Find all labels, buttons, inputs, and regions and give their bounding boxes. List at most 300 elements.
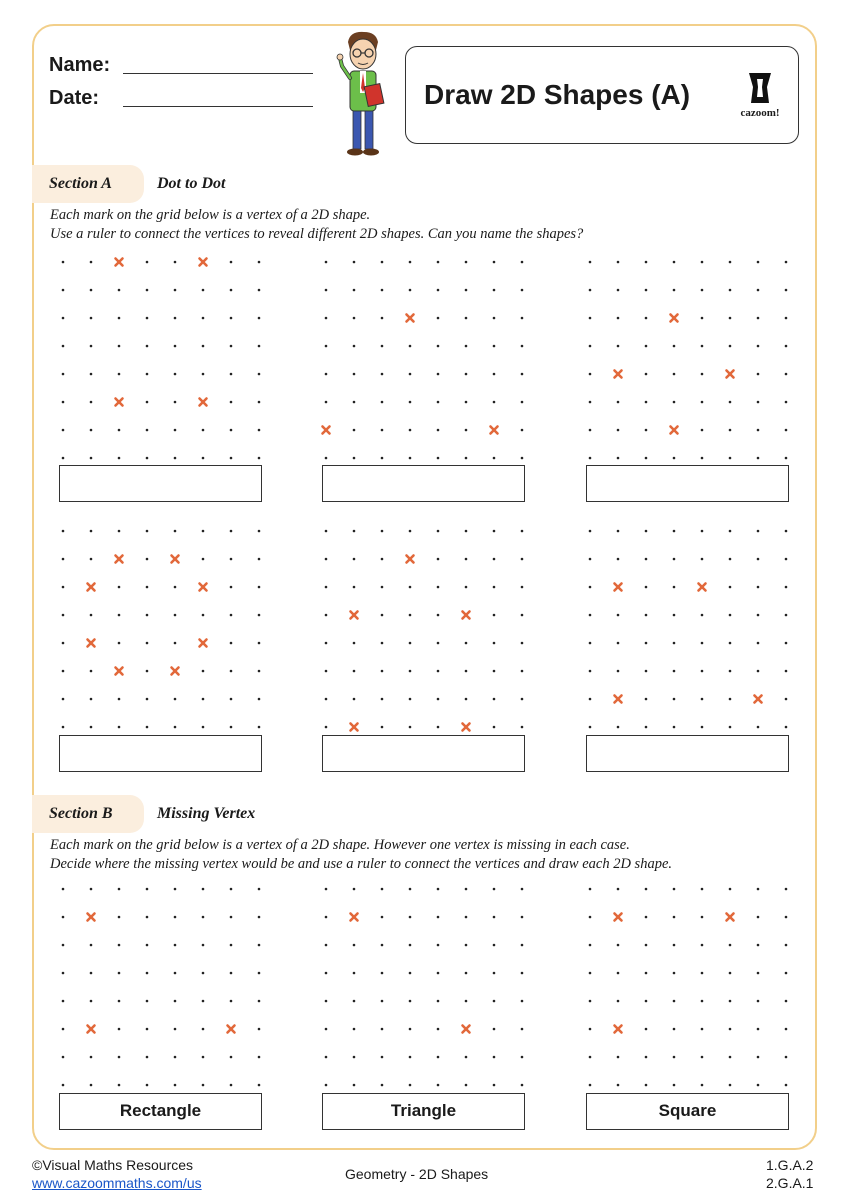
grid-dot: [521, 916, 524, 919]
vertex-mark: [172, 556, 179, 563]
grid-dot: [437, 972, 440, 975]
vertex-mark: [351, 914, 358, 921]
grid-dot: [785, 1084, 788, 1087]
grid-dot: [521, 261, 524, 264]
instruction-line: Each mark on the grid below is a vertex of a 2D shape. However one vertex is missing in each case.: [50, 837, 630, 853]
grid-dot: [645, 1028, 648, 1031]
vertex-mark: [615, 696, 622, 703]
grid-dot: [673, 457, 676, 460]
grid-dot: [673, 642, 676, 645]
grid-dot: [437, 944, 440, 947]
grid-dot: [409, 888, 412, 891]
grid-dot: [673, 888, 676, 891]
grid-dot: [645, 944, 648, 947]
grid-dot: [757, 1084, 760, 1087]
grid-dot: [174, 289, 177, 292]
grid-dot: [62, 614, 65, 617]
grid-dot: [757, 1028, 760, 1031]
grid-dot: [757, 261, 760, 264]
grid-dot: [409, 972, 412, 975]
grid-dot: [437, 558, 440, 561]
grid-dot: [645, 401, 648, 404]
grid-dot: [146, 916, 149, 919]
grid-dot: [757, 1000, 760, 1003]
grid-dot: [230, 429, 233, 432]
grid-dot: [146, 261, 149, 264]
grid-dot: [437, 670, 440, 673]
shape-label-square: Square: [586, 1093, 789, 1130]
grid-dot: [465, 429, 468, 432]
grid-dot: [757, 289, 760, 292]
grid-dot: [62, 1084, 65, 1087]
grid-dot: [258, 317, 261, 320]
grid-dot: [146, 289, 149, 292]
grid-dot: [325, 614, 328, 617]
grid-dot: [409, 289, 412, 292]
grid-dot: [701, 530, 704, 533]
grid-dot: [785, 642, 788, 645]
grid-dot: [325, 373, 328, 376]
vertex-mark: [200, 259, 207, 266]
grid-dot: [437, 345, 440, 348]
grid-dot: [673, 698, 676, 701]
answer-box-a6[interactable]: [586, 735, 789, 772]
grid-dot: [729, 614, 732, 617]
grid-dot: [409, 916, 412, 919]
grid-dot: [62, 670, 65, 673]
grid-dot: [325, 888, 328, 891]
grid-dot: [353, 1028, 356, 1031]
grid-dot: [465, 558, 468, 561]
grid-dot: [521, 401, 524, 404]
grid-dot: [673, 401, 676, 404]
grid-dot: [465, 373, 468, 376]
grid-dot: [230, 317, 233, 320]
grid-dot: [90, 457, 93, 460]
grid-dot: [617, 558, 620, 561]
answer-box-a1[interactable]: [59, 465, 262, 502]
grid-dot: [325, 1056, 328, 1059]
grid-dot: [589, 642, 592, 645]
grid-dot: [785, 429, 788, 432]
grid-dot: [521, 586, 524, 589]
grid-dot: [729, 530, 732, 533]
logo-wordmark: cazoom!: [740, 107, 780, 119]
grid-dot: [645, 429, 648, 432]
grid-dot: [437, 1056, 440, 1059]
grid-dot: [202, 1056, 205, 1059]
grid-dot: [493, 261, 496, 264]
grid-dot: [381, 457, 384, 460]
grid-dot: [521, 698, 524, 701]
grid-dot: [589, 726, 592, 729]
grid-dot: [465, 317, 468, 320]
grid-dot: [645, 972, 648, 975]
grid-dot: [645, 1000, 648, 1003]
grid-dot: [353, 1084, 356, 1087]
grid-dot: [785, 530, 788, 533]
grid-dot: [258, 642, 261, 645]
grid-dot: [785, 888, 788, 891]
grid-dot: [645, 345, 648, 348]
grid-dot: [353, 373, 356, 376]
grid-dot: [230, 726, 233, 729]
grid-dot: [146, 530, 149, 533]
answer-box-a5[interactable]: [322, 735, 525, 772]
grid-dot: [409, 1000, 412, 1003]
grid-dot: [729, 345, 732, 348]
grid-dot: [729, 1084, 732, 1087]
grid-dot: [589, 345, 592, 348]
grid-dot: [521, 429, 524, 432]
grid-dot: [146, 1000, 149, 1003]
grid-dot: [673, 530, 676, 533]
grid-dot: [62, 1000, 65, 1003]
grid-dot: [62, 457, 65, 460]
grid-dot: [90, 289, 93, 292]
grid-dot: [521, 972, 524, 975]
vertex-mark: [200, 640, 207, 647]
grid-dot: [437, 698, 440, 701]
vertex-mark: [699, 584, 706, 591]
grid-dot: [202, 972, 205, 975]
grid-dot: [645, 642, 648, 645]
grid-dot: [353, 586, 356, 589]
footer-topic: Geometry - 2D Shapes: [345, 1166, 489, 1182]
answer-box-a2[interactable]: [322, 465, 525, 502]
grid-dot: [785, 944, 788, 947]
vertex-mark: [116, 668, 123, 675]
grid-dot: [118, 429, 121, 432]
grid-dot: [465, 916, 468, 919]
grid-dot: [701, 429, 704, 432]
grid-dot: [381, 642, 384, 645]
grid-dot: [645, 614, 648, 617]
grid-dot: [90, 614, 93, 617]
grid-dot: [645, 586, 648, 589]
grid-dot: [673, 726, 676, 729]
grid-dot: [90, 401, 93, 404]
grid-dot: [62, 888, 65, 891]
grid-dot: [118, 642, 121, 645]
grid-dot: [381, 558, 384, 561]
grid-dot: [353, 457, 356, 460]
grid-dot: [381, 614, 384, 617]
grid-dot: [493, 1056, 496, 1059]
grid-dot: [174, 972, 177, 975]
grid-dot: [437, 530, 440, 533]
grid-dot: [230, 401, 233, 404]
grid-dot: [757, 401, 760, 404]
grid-dot: [230, 916, 233, 919]
grid-dot: [62, 916, 65, 919]
grid-dot: [437, 261, 440, 264]
grid-dot: [757, 586, 760, 589]
grid-dot: [729, 888, 732, 891]
grid-dot: [645, 726, 648, 729]
grid-dot: [785, 1028, 788, 1031]
grid-dot: [230, 888, 233, 891]
grid-dot: [521, 1056, 524, 1059]
grid-dot: [589, 289, 592, 292]
grid-dot: [645, 1084, 648, 1087]
section-a-tab: Section A: [32, 165, 144, 203]
grid-dot: [258, 345, 261, 348]
grid-dot: [465, 530, 468, 533]
grid-dot: [409, 530, 412, 533]
grid-dot: [589, 1056, 592, 1059]
grid-dot: [146, 642, 149, 645]
grid-dot: [353, 698, 356, 701]
grid-dot: [202, 558, 205, 561]
grid-dot: [118, 317, 121, 320]
grid-dot: [146, 1084, 149, 1087]
grid-dot: [465, 1056, 468, 1059]
grid-dot: [701, 1056, 704, 1059]
name-label: Name:: [49, 54, 111, 76]
grid-dot: [673, 614, 676, 617]
vertex-mark: [463, 724, 470, 731]
grid-dot: [230, 289, 233, 292]
grid-dot: [409, 726, 412, 729]
grid-dot: [701, 289, 704, 292]
grid-dot: [381, 972, 384, 975]
grid-dot: [230, 345, 233, 348]
grid-dot: [493, 457, 496, 460]
vertex-mark: [671, 427, 678, 434]
grid-dot: [409, 345, 412, 348]
grid-dot: [90, 1084, 93, 1087]
grid-dot: [174, 698, 177, 701]
grid-dot: [493, 916, 496, 919]
grid-dot: [62, 345, 65, 348]
grid-dot: [230, 1000, 233, 1003]
grid-dot: [325, 317, 328, 320]
vertex-mark: [323, 427, 330, 434]
grid-dot: [90, 888, 93, 891]
grid-dot: [258, 916, 261, 919]
grid-dot: [174, 586, 177, 589]
answer-box-a3[interactable]: [586, 465, 789, 502]
grid-dot: [645, 261, 648, 264]
grid-dot: [353, 530, 356, 533]
grid-dot: [437, 457, 440, 460]
grid-dot: [118, 972, 121, 975]
grid-dot: [202, 1028, 205, 1031]
grid-dot: [146, 614, 149, 617]
grid-dot: [465, 586, 468, 589]
grid-dot: [465, 642, 468, 645]
grid-dot: [118, 888, 121, 891]
grid-dot: [409, 261, 412, 264]
grid-dot: [174, 345, 177, 348]
grid-dot: [785, 586, 788, 589]
grid-dot: [673, 1028, 676, 1031]
grid-dot: [90, 429, 93, 432]
instruction-line: Use a ruler to connect the vertices to reveal different 2D shapes. Can you name the shapes?: [50, 226, 584, 242]
grid-dot: [202, 530, 205, 533]
grid-dot: [353, 289, 356, 292]
grid-dot: [437, 614, 440, 617]
footer-url-link[interactable]: www.cazoommaths.com/us: [32, 1175, 202, 1191]
grid-dot: [409, 670, 412, 673]
grid-dot: [118, 726, 121, 729]
grid-dot: [62, 401, 65, 404]
grid-dot: [465, 401, 468, 404]
grid-dot: [729, 558, 732, 561]
grid-dot: [258, 530, 261, 533]
grid-dot: [701, 373, 704, 376]
grid-dot: [146, 586, 149, 589]
grid-dot: [118, 698, 121, 701]
grid-dot: [258, 373, 261, 376]
grid-dot: [673, 373, 676, 376]
grid-dot: [589, 944, 592, 947]
grid-dot: [381, 530, 384, 533]
grid-dot: [90, 726, 93, 729]
grid-dot: [521, 1028, 524, 1031]
grid-dot: [381, 317, 384, 320]
grid-dot: [118, 373, 121, 376]
grid-dot: [701, 916, 704, 919]
grid-dot: [757, 530, 760, 533]
grid-dot: [381, 698, 384, 701]
grid-dot: [589, 457, 592, 460]
grid-dot: [757, 670, 760, 673]
answer-box-a4[interactable]: [59, 735, 262, 772]
grid-dot: [174, 1084, 177, 1087]
grid-dot: [521, 642, 524, 645]
grid-dot: [325, 916, 328, 919]
grid-dot: [353, 1056, 356, 1059]
grid-dot: [146, 670, 149, 673]
grid-dot: [118, 1056, 121, 1059]
grid-dot: [521, 530, 524, 533]
grid-dot: [757, 373, 760, 376]
grid-dot: [409, 944, 412, 947]
grid-dot: [90, 558, 93, 561]
grid-dot: [701, 261, 704, 264]
grid-dot: [258, 261, 261, 264]
grid-dot: [118, 1000, 121, 1003]
grid-dot: [202, 614, 205, 617]
grid-dot: [174, 614, 177, 617]
grid-dot: [757, 916, 760, 919]
section-b-tab: Section B: [32, 795, 144, 833]
grid-dot: [521, 289, 524, 292]
grid-dot: [146, 698, 149, 701]
grid-dot: [409, 698, 412, 701]
worksheet-title: Draw 2D Shapes (A): [424, 79, 691, 110]
grid-dot: [325, 698, 328, 701]
grid-dot: [174, 401, 177, 404]
grid-dot: [174, 457, 177, 460]
grid-dot: [673, 261, 676, 264]
grid-dot: [90, 317, 93, 320]
grid-dot: [325, 670, 328, 673]
grid-dot: [589, 586, 592, 589]
grid-dot: [325, 401, 328, 404]
grid-dot: [230, 586, 233, 589]
grid-dot: [174, 530, 177, 533]
grid-dot: [381, 1056, 384, 1059]
grid-dot: [174, 1000, 177, 1003]
grid-dot: [645, 289, 648, 292]
grid-dot: [381, 944, 384, 947]
vertex-mark: [615, 914, 622, 921]
grid-dot: [230, 1084, 233, 1087]
grid-dot: [146, 726, 149, 729]
grid-dot: [325, 726, 328, 729]
grid-dot: [174, 261, 177, 264]
grid-dot: [437, 726, 440, 729]
grid-dot: [589, 317, 592, 320]
grid-dot: [258, 1084, 261, 1087]
grid-dot: [493, 345, 496, 348]
grid-dot: [437, 401, 440, 404]
grid-dot: [90, 944, 93, 947]
grid-dot: [493, 614, 496, 617]
grid-dot: [258, 944, 261, 947]
grid-dot: [785, 614, 788, 617]
vertex-mark: [463, 612, 470, 619]
grid-dot: [465, 457, 468, 460]
vertex-mark: [88, 640, 95, 647]
grid-dot: [174, 1056, 177, 1059]
grid-dot: [230, 698, 233, 701]
grid-dot: [437, 642, 440, 645]
grid-dot: [174, 642, 177, 645]
grid-dot: [521, 345, 524, 348]
grid-dot: [62, 317, 65, 320]
grid-dot: [493, 888, 496, 891]
grid-dot: [645, 1056, 648, 1059]
grid-dot: [146, 401, 149, 404]
grid-dot: [589, 1084, 592, 1087]
grid-dot: [409, 1028, 412, 1031]
grid-dot: [325, 558, 328, 561]
vertex-mark: [615, 1026, 622, 1033]
grid-dot: [701, 888, 704, 891]
grid-dot: [258, 888, 261, 891]
grid-dot: [617, 1056, 620, 1059]
grid-dot: [617, 1000, 620, 1003]
grid-dot: [673, 972, 676, 975]
grid-dot: [757, 429, 760, 432]
grid-dot: [353, 317, 356, 320]
grid-dot: [353, 429, 356, 432]
grid-dot: [785, 1056, 788, 1059]
grid-dot: [353, 944, 356, 947]
grid-dot: [521, 670, 524, 673]
grid-dot: [90, 698, 93, 701]
grid-dot: [325, 530, 328, 533]
grid-dot: [589, 530, 592, 533]
grid-dot: [258, 401, 261, 404]
grid-dot: [673, 1084, 676, 1087]
grid-dot: [785, 317, 788, 320]
vertex-mark: [116, 556, 123, 563]
grid-dot: [90, 1056, 93, 1059]
grid-dot: [118, 530, 121, 533]
grid-dot: [146, 944, 149, 947]
grid-dot: [258, 614, 261, 617]
grid-dot: [202, 373, 205, 376]
vertex-mark: [200, 584, 207, 591]
section-b-title: Missing Vertex: [157, 805, 256, 822]
grid-dot: [493, 972, 496, 975]
grid-dot: [521, 373, 524, 376]
